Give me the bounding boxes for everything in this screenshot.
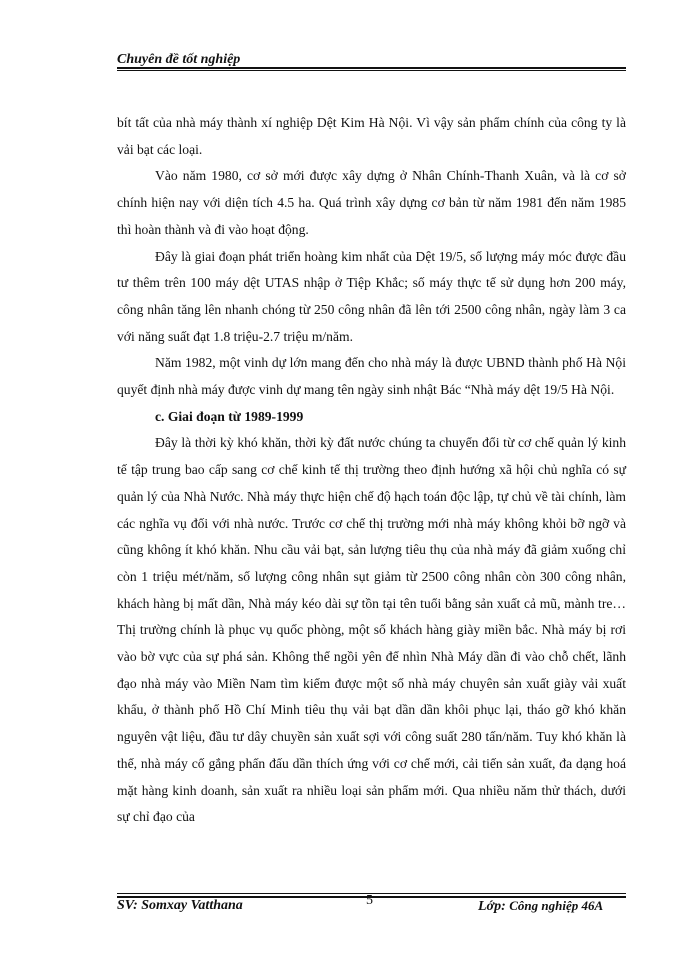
page-header-title: Chuyên đề tốt nghiệp [117,52,241,67]
paragraph: Vào năm 1980, cơ sở mới được xây dựng ở Nhân Chính-Thanh Xuân, và là cơ sở chính hiện nay với diện tích 4.5 ha. Quá trình xây dựng cơ bản từ năm 1981 đến năm 1985 thì hoàn thành và đi vào hoạt động. [117,168,626,237]
header-rule-thin [117,70,626,71]
header-rule-thick [117,67,626,69]
paragraph: Đây là thời kỳ khó khăn, thời kỳ đất nước chúng ta chuyển đổi từ cơ chế quản lý kinh tế tập trung bao cấp sang cơ chế kinh tế thị trường theo định hướng xã hội chủ nghĩa có sự quản lý của Nhà Nước. Nhà máy thực hiện chế độ hạch toán độc lập, tự chủ về tài chính, làm các nghĩa vụ đối với nhà nước. Trước cơ chế thị trường mới nhà máy không khỏi bỡ ngỡ và cũng không ít khó khăn. Nhu cầu vải bạt, sản lượng tiêu thụ của nhà máy đã giảm xuống chỉ còn 1 triệu mét/năm, số lượng công nhân sụt giảm từ 2500 công nhân còn 300 công nhân, khách hàng bị mất dần, Nhà máy kéo dài sự tồn tại tên tuổi bằng sản xuất cả mũ, mành tre…Thị trường chính là phục vụ quốc phòng, một số khách hàng giày miền bắc. Nhà máy bị rơi vào bờ vực của sự phá sản. Không thể ngồi yên để nhìn Nhà Máy dần đi vào chỗ chết, lãnh đạo nhà máy vào Miền Nam tìm kiếm được một số nhà máy chuyên sản xuất giày vải xuất khẩu, ở thành phố Hồ Chí Minh tiêu thụ vải bạt dần dần khôi phục lại, tháo gỡ khó khăn nguyên vật liệu, đầu tư dây chuyền sản xuất sợi với công suất 280 tấn/năm. Tuy khó khăn là thế, nhà máy cố gắng phấn đấu dần thích ứng với cơ chế mới, cải tiến sản xuất, đa dạng hoá mặt hàng kinh doanh, sản xuất ra nhiều loại sản phẩm mới. Qua nhiều năm thử thách, dưới sự chỉ đạo của [117,435,626,825]
page-number: 5 [366,893,373,908]
footer-class-label: Lớp: [478,899,506,914]
footer-student-name: SV: Somxay Vatthana [117,898,243,913]
body-text [117,110,626,831]
footer-class [478,898,603,915]
footer-class-name: Công nghiệp 46A [509,898,604,913]
paragraph: Năm 1982, một vinh dự lớn mang đến cho nhà máy là được UBND thành phố Hà Nội quyết định nhà máy được vinh dự mang tên ngày sinh nhật Bác “Nhà máy dệt 19/5 Hà Nội. [117,355,626,398]
section-heading: c. Giai đoạn từ 1989-1999 [155,408,304,424]
paragraph-continued: bít tất của nhà máy thành xí nghiệp Dệt Kim Hà Nội. Vì vậy sản phẩm chính của công ty là vải bạt các loại. [117,115,626,157]
paragraph: Đây là giai đoạn phát triển hoàng kim nhất của Dệt 19/5, số lượng máy móc được đầu tư thêm trên 100 máy dệt UTAS nhập ở Tiệp Khắc; số máy thực tế sử dụng hơn 200 máy, công nhân tăng lên nhanh chóng từ 250 công nhân đã lên tới 2500 công nhân, ngày làm 3 ca với năng suất đạt 1.8 triệu-2.7 triệu m/năm. [117,248,626,344]
